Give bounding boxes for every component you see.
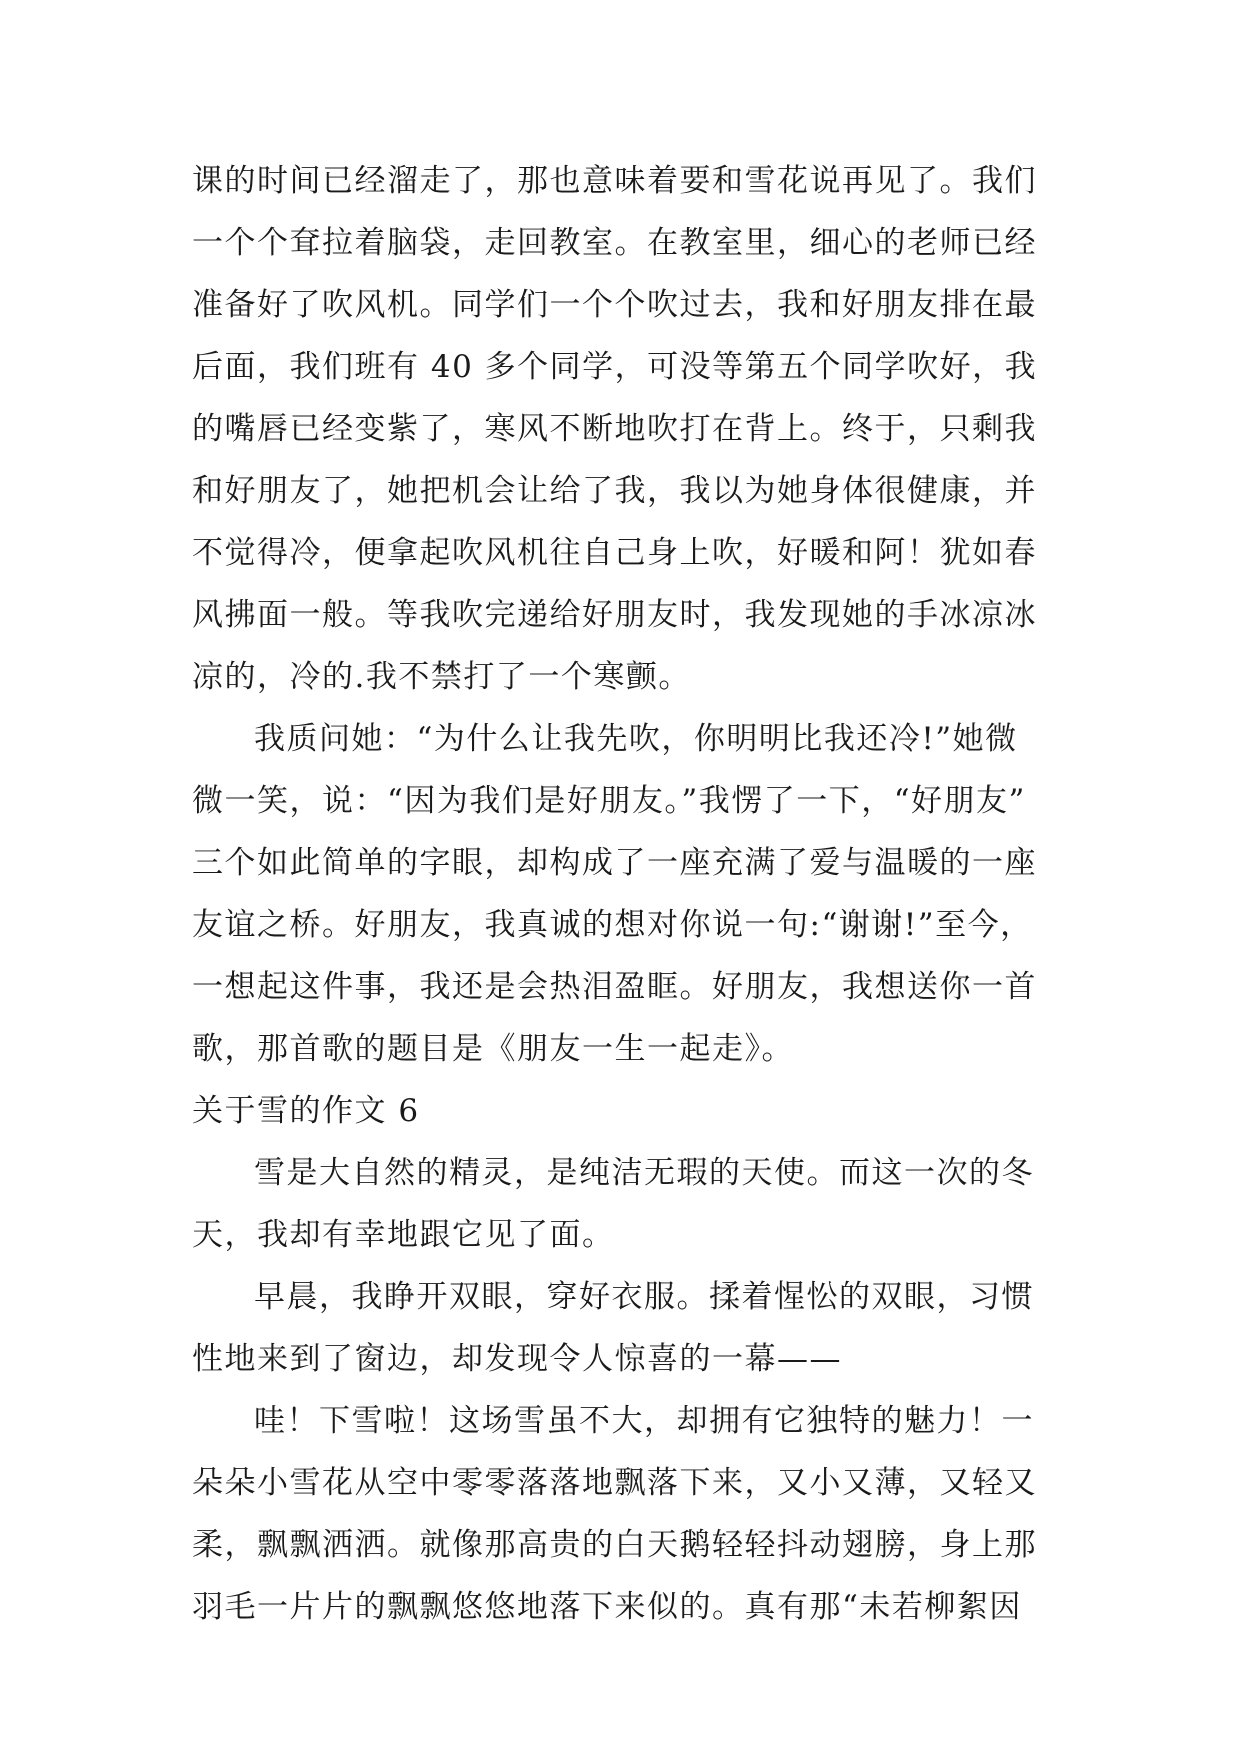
text-line: 柔，飘飘洒洒。就像那高贵的白天鹅轻轻抖动翅膀，身上那 [192,1527,1037,1563]
text-line: 课的时间已经溜走了，那也意味着要和雪花说再见了。我们 [192,163,1037,199]
text-line: 微一笑，说：“因为我们是好朋友。”我愣了一下，“好朋友” [192,783,1026,819]
paragraph-start-line: 早晨，我睁开双眼，穿好衣服。揉着惺忪的双眼，习惯 [254,1279,1034,1315]
essay-body [192,150,1062,1638]
text-line: 风拂面一般。等我吹完递给好朋友时，我发现她的手冰凉冰 [192,597,1037,633]
text-line: 朵朵小雪花从空中零零落落地飘落下来，又小又薄，又轻又 [192,1465,1037,1501]
text-line: 三个如此简单的字眼，却构成了一座充满了爱与温暖的一座 [192,845,1037,881]
text-line: 性地来到了窗边，却发现令人惊喜的一幕—— [192,1341,842,1377]
text-line: 天，我却有幸地跟它见了面。 [192,1217,615,1253]
text-line: 一想起这件事，我还是会热泪盈眶。好朋友，我想送你一首 [192,969,1037,1005]
text-line: 的嘴唇已经变紫了，寒风不断地吹打在背上。终于，只剩我 [192,411,1037,447]
text-line: 羽毛一片片的飘飘悠悠地落下来似的。真有那“未若柳絮因 [192,1589,1022,1625]
text-line: 和好朋友了，她把机会让给了我，我以为她身体很健康，并 [192,473,1037,509]
text-line: 凉的，冷的.我不禁打了一个寒颤。 [192,659,691,695]
text-line: 友谊之桥。好朋友，我真诚的想对你说一句:“谢谢!”至今， [192,907,1033,943]
paragraph-start-line: 雪是大自然的精灵，是纯洁无瑕的天使。而这一次的冬 [254,1155,1034,1191]
text-line: 一个个耷拉着脑袋，走回教室。在教室里，细心的老师已经 [192,225,1037,261]
text-line: 后面，我们班有 40 多个同学，可没等第五个同学吹好，我 [192,349,1038,385]
text-line: 不觉得冷，便拿起吹风机往自己身上吹，好暖和阿！犹如春 [192,535,1037,571]
text-line: 准备好了吹风机。同学们一个个吹过去，我和好朋友排在最 [192,287,1037,323]
paragraph-start-line: 我质问她：“为什么让我先吹，你明明比我还冷!”她微 [254,721,1018,757]
text-line: 歌，那首歌的题目是《朋友一生一起走》。 [192,1031,794,1067]
paragraph-start-line: 哇！下雪啦！这场雪虽不大，却拥有它独特的魅力！一 [254,1403,1034,1439]
section-heading: 关于雪的作文 6 [192,1093,420,1129]
